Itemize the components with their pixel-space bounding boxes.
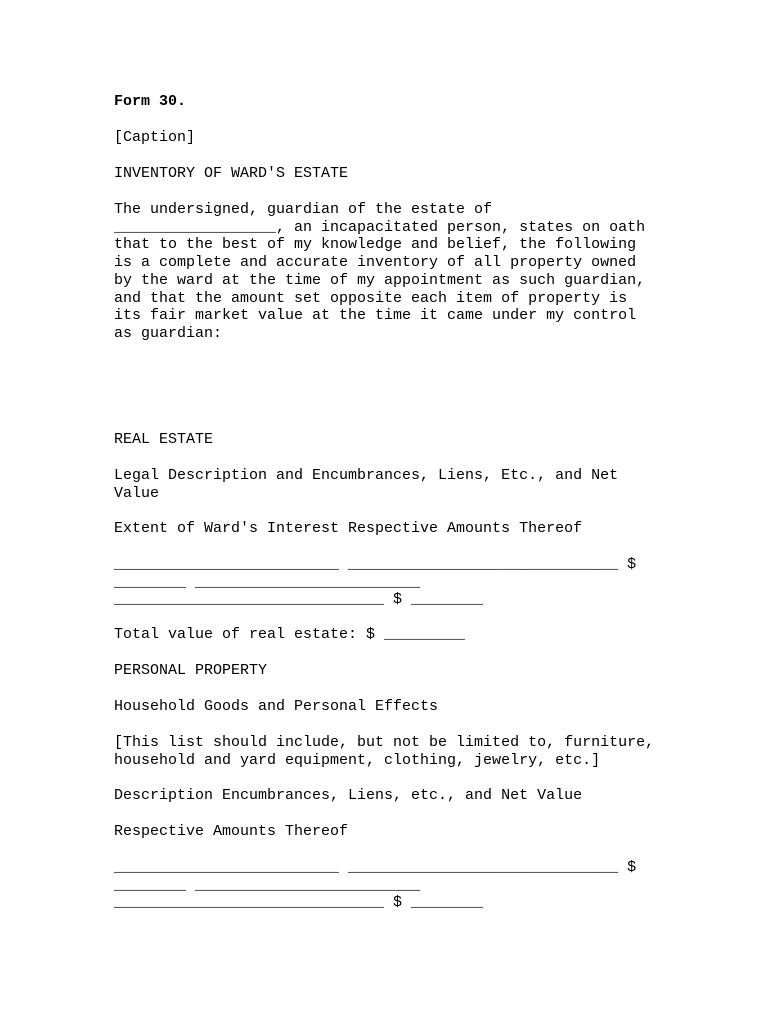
- intro-line: __________________, an incapacitated person, states on oath: [114, 218, 646, 236]
- document-title: INVENTORY OF WARD'S ESTATE: [114, 165, 349, 182]
- form-number: Form 30.: [114, 93, 187, 110]
- note-line: household and yard equipment, clothing, jewelry, etc.]: [114, 751, 601, 769]
- real-estate-heading: REAL ESTATE: [114, 431, 214, 448]
- intro-line: as guardian:: [114, 324, 223, 342]
- real-estate-total: Total value of real estate: $ _________: [114, 626, 466, 643]
- blank-entry-line: ______________________________ $ ________: [114, 894, 484, 912]
- caption-placeholder: [Caption]: [114, 129, 196, 146]
- blank-entry-line: ________ _________________________: [114, 573, 421, 591]
- intro-line: The undersigned, guardian of the estate of: [114, 201, 493, 218]
- personal-property-column-header-2: Respective Amounts Thereof: [114, 823, 349, 840]
- personal-property-column-header: Description Encumbrances, Liens, etc., and Net Value: [114, 787, 583, 804]
- intro-line: and that the amount set opposite each item of property is: [114, 289, 628, 307]
- intro-line: that to the best of my knowledge and belief, the following: [114, 236, 637, 254]
- note-line: [This list should include, but not be limited to, furniture,: [114, 734, 655, 751]
- blank-entry-line: _________________________ ______________________________ $: [114, 859, 637, 876]
- column-header-line: Legal Description and Encumbrances, Liens, Etc., and Net: [114, 467, 619, 484]
- household-goods-subheading: Household Goods and Personal Effects: [114, 698, 439, 715]
- column-header-line: Value: [114, 484, 160, 502]
- real-estate-column-header-2: Extent of Ward's Interest Respective Amounts Thereof: [114, 520, 583, 537]
- intro-line: its fair market value at the time it came under my control: [114, 307, 637, 325]
- blank-entry-line: _________________________ ______________________________ $: [114, 556, 637, 573]
- blank-entry-line: ________ _________________________: [114, 876, 421, 894]
- personal-property-heading: PERSONAL PROPERTY: [114, 662, 268, 679]
- intro-line: by the ward at the time of my appointment as such guardian,: [114, 271, 646, 289]
- blank-entry-line: ______________________________ $ ________: [114, 591, 484, 609]
- intro-line: is a complete and accurate inventory of all property owned: [114, 254, 637, 272]
